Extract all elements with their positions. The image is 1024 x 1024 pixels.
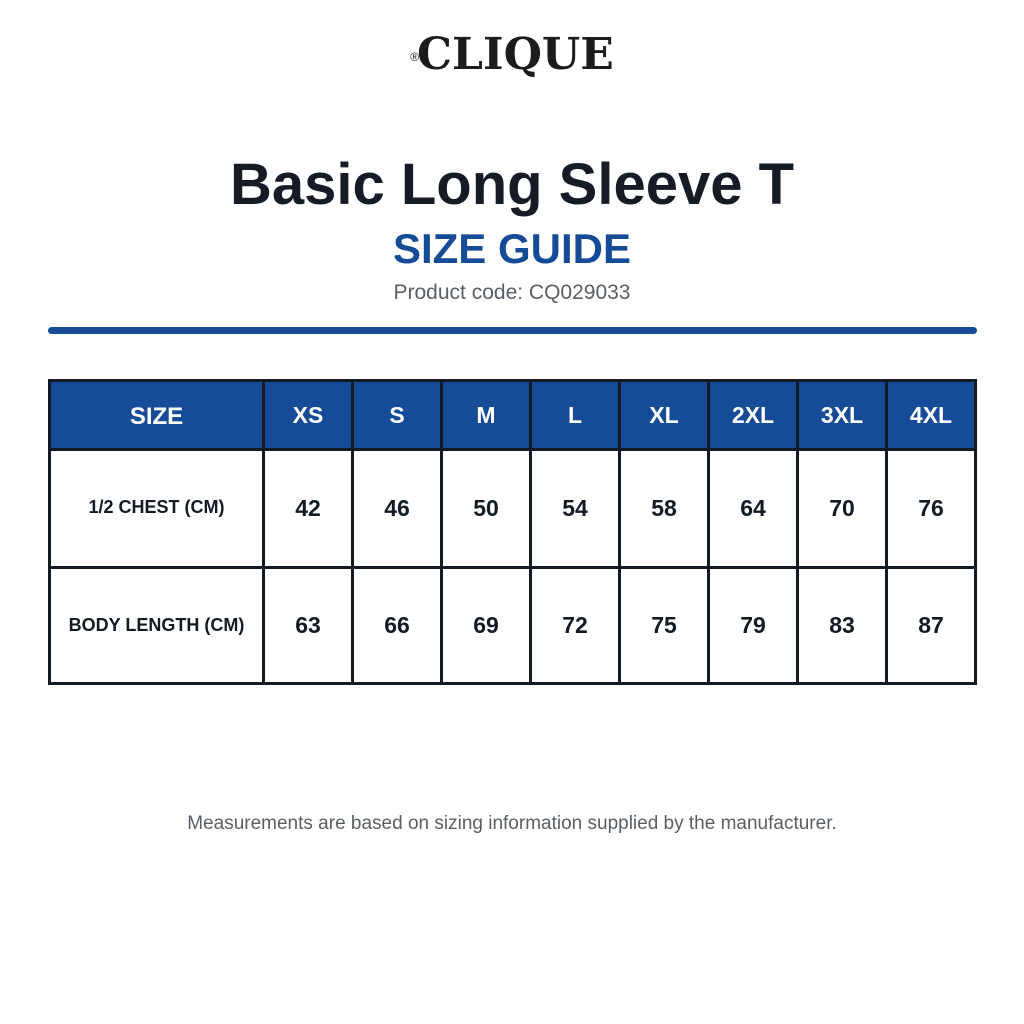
size-header-m: M — [442, 381, 531, 450]
registered-mark: ® — [410, 50, 420, 64]
table-cell: 46 — [353, 450, 442, 568]
size-header-4xl: 4XL — [887, 381, 976, 450]
table-cell: 70 — [798, 450, 887, 568]
table-row-chest — [50, 450, 976, 568]
size-header-2xl: 2XL — [709, 381, 798, 450]
measurement-footnote: Measurements are based on sizing information supplied by the manufacturer. — [187, 813, 837, 834]
size-guide-heading: SIZE GUIDE — [392, 225, 632, 272]
table-row-body-length — [50, 568, 976, 684]
brand-name: CLIQUE — [417, 29, 614, 80]
table-cell: 69 — [442, 568, 531, 684]
table-cell: 50 — [442, 450, 531, 568]
divider-line — [48, 327, 977, 334]
table-cell: 75 — [620, 568, 709, 684]
table-cell: 63 — [264, 568, 353, 684]
size-table — [48, 379, 977, 685]
table-cell: 64 — [709, 450, 798, 568]
size-header-label: SIZE — [50, 381, 264, 450]
size-header-xs: XS — [264, 381, 353, 450]
table-cell: 87 — [887, 568, 976, 684]
table-cell: 79 — [709, 568, 798, 684]
table-header-row — [50, 381, 976, 450]
product-code: Product code: CQ029033 — [393, 281, 631, 304]
table-cell: 83 — [798, 568, 887, 684]
size-header-3xl: 3XL — [798, 381, 887, 450]
brand-logo — [0, 30, 1024, 80]
table-cell: 58 — [620, 450, 709, 568]
size-header-xl: XL — [620, 381, 709, 450]
table-cell: 42 — [264, 450, 353, 568]
table-cell: 76 — [887, 450, 976, 568]
size-header-s: S — [353, 381, 442, 450]
row-label-chest: 1/2 CHEST (CM) — [50, 450, 264, 568]
size-header-l: L — [531, 381, 620, 450]
product-title: Basic Long Sleeve T — [229, 152, 795, 217]
row-label-body-length: BODY LENGTH (CM) — [50, 568, 264, 684]
table-cell: 72 — [531, 568, 620, 684]
table-cell: 54 — [531, 450, 620, 568]
table-cell: 66 — [353, 568, 442, 684]
